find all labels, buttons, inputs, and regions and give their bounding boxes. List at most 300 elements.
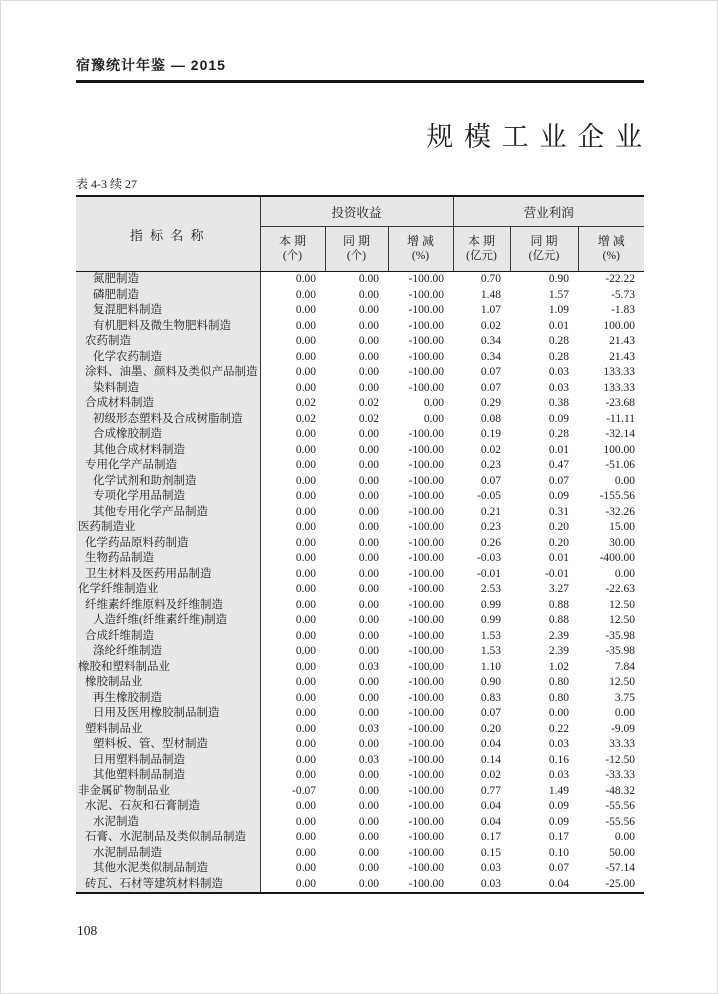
value-cell: 0.00 [358, 676, 379, 688]
value-cell: 0.02 [358, 397, 379, 409]
table-row [76, 303, 644, 319]
value-cell: 0.28 [548, 350, 570, 363]
value-cell: 0.07 [480, 366, 502, 378]
value-cell: 0.07 [480, 707, 502, 719]
value-cell: 0.38 [548, 397, 570, 409]
indicator-cell: 化学药品原料药制造 [76, 536, 260, 552]
indicator-cell: 水泥制品制造 [76, 846, 260, 862]
value-cell: 0.00 [358, 443, 379, 456]
value-cell: -23.68 [605, 397, 636, 409]
value-cell: 0.00 [295, 319, 316, 332]
value-cell: 0.00 [295, 676, 316, 688]
table-row [76, 644, 644, 660]
value-cell: 0.00 [295, 629, 316, 642]
value-cell: -100.00 [408, 505, 445, 518]
indicator-cell: 其他合成材料制造 [76, 443, 260, 459]
value-cell: 0.00 [295, 273, 316, 285]
value-cell: 0.09 [548, 490, 570, 502]
value-cell: 0.00 [358, 629, 379, 642]
value-cell: 0.02 [295, 397, 316, 409]
value-cell: -0.01 [477, 567, 502, 580]
value-cell: 0.00 [358, 273, 379, 285]
value-cell: 0.34 [480, 335, 502, 347]
indicator-cell: 医药制造业 [76, 520, 260, 536]
value-cell: 0.02 [295, 412, 316, 425]
value-cell: -5.73 [611, 288, 636, 301]
value-cell: 0.00 [358, 877, 379, 890]
indicator-cell: 氮肥制造 [76, 272, 260, 288]
value-cell: -55.56 [605, 815, 636, 828]
value-cell: -100.00 [408, 288, 445, 301]
indicator-cell: 专项化学用品制造 [76, 489, 260, 505]
value-cell: 0.20 [548, 521, 570, 533]
value-cell: -100.00 [408, 815, 445, 828]
table-row [76, 598, 644, 614]
header-rule [76, 80, 644, 83]
value-cell: 0.04 [548, 877, 570, 890]
value-cell: 0.00 [295, 707, 316, 719]
table-row [76, 365, 644, 381]
table-row [76, 582, 644, 598]
group-header-investment-income: 投资收益 [260, 196, 453, 227]
indicator-cell: 磷肥制造 [76, 288, 260, 304]
col-header-line2: (亿元) [466, 250, 497, 262]
indicator-cell: 纤维素纤维原料及纤维制造 [76, 598, 260, 614]
value-cell: -100.00 [408, 598, 445, 611]
col-header-current-profit [453, 227, 510, 272]
table-row [76, 536, 644, 552]
indicator-cell: 塑料板、管、型材制造 [76, 737, 260, 753]
value-cell: 0.00 [358, 521, 379, 533]
table-row [76, 768, 644, 784]
indicator-cell: 化学纤维制造业 [76, 582, 260, 598]
indicator-cell: 其他塑料制品制造 [76, 768, 260, 784]
page-title: 规 模 工 业 企 业 [426, 122, 644, 152]
value-cell: 0.20 [548, 536, 570, 549]
indicator-cell: 人造纤维(纤维素纤维)制造 [76, 613, 260, 629]
value-cell: -100.00 [408, 660, 445, 673]
value-cell: -1.83 [611, 304, 636, 316]
value-cell: 0.01 [548, 443, 570, 456]
value-cell: 2.39 [548, 645, 570, 657]
value-cell: 0.88 [548, 598, 570, 611]
table-row [76, 427, 644, 443]
value-cell: 0.02 [358, 412, 379, 425]
value-cell: 1.48 [480, 288, 502, 301]
value-cell: -32.14 [605, 428, 636, 440]
value-cell: 0.00 [358, 366, 379, 378]
value-cell: 0.02 [480, 769, 502, 781]
table-row [76, 753, 644, 769]
indicator-cell: 砖瓦、石材等建筑材料制造 [76, 877, 260, 894]
value-cell: -100.00 [408, 707, 445, 719]
value-cell: 0.00 [358, 707, 379, 719]
value-cell: 12.50 [609, 676, 636, 688]
table-row [76, 784, 644, 800]
value-cell: 0.00 [423, 397, 445, 409]
table-header [76, 196, 644, 272]
value-cell: 0.04 [480, 800, 502, 812]
value-cell: 21.43 [609, 335, 636, 347]
indicator-cell: 化学农药制造 [76, 350, 260, 366]
col-header-change-pct-income [388, 227, 453, 272]
value-cell: 0.70 [480, 273, 502, 285]
value-cell: 0.00 [358, 505, 379, 518]
table-row [76, 567, 644, 583]
value-cell: 0.00 [614, 707, 636, 719]
value-cell: -100.00 [408, 552, 445, 564]
value-cell: 0.23 [480, 459, 502, 471]
value-cell: 12.50 [609, 598, 636, 611]
value-cell: 0.10 [548, 846, 570, 859]
value-cell: 0.29 [480, 397, 502, 409]
value-cell: 2.53 [480, 583, 502, 595]
table-row [76, 443, 644, 459]
value-cell: 0.00 [358, 288, 379, 301]
col-header-line1: 本 期 [278, 234, 306, 248]
value-cell: 0.03 [548, 381, 570, 394]
value-cell: 0.99 [480, 614, 502, 626]
value-cell: -0.05 [477, 490, 502, 502]
indicator-cell: 再生橡胶制造 [76, 691, 260, 707]
value-cell: 0.03 [480, 877, 502, 890]
table-row [76, 675, 644, 691]
value-cell: 0.00 [295, 381, 316, 394]
value-cell: 30.00 [609, 536, 636, 549]
value-cell: 0.31 [548, 505, 570, 518]
value-cell: 0.09 [548, 815, 570, 828]
value-cell: -100.00 [408, 769, 445, 781]
indicator-cell: 其他水泥类似制品制造 [76, 861, 260, 877]
value-cell: -0.03 [477, 552, 502, 564]
table-row [76, 691, 644, 707]
value-cell: 133.33 [603, 366, 636, 378]
value-cell: 0.00 [295, 645, 316, 657]
value-cell: 0.09 [548, 412, 570, 425]
value-cell: 0.00 [358, 428, 379, 440]
value-cell: 0.47 [548, 459, 570, 471]
value-cell: 0.00 [614, 567, 636, 580]
value-cell: 0.00 [358, 567, 379, 580]
col-header-line1: 同 期 [342, 234, 370, 248]
value-cell: 0.00 [295, 505, 316, 518]
value-cell: 1.09 [548, 304, 570, 316]
table-row [76, 272, 644, 288]
indicator-cell: 合成纤维制造 [76, 629, 260, 645]
col-header-prior-profit [510, 227, 578, 272]
value-cell: -100.00 [408, 474, 445, 487]
value-cell: 0.00 [295, 428, 316, 440]
value-cell: 0.00 [358, 614, 379, 626]
value-cell: 0.00 [295, 738, 316, 750]
value-cell: 0.00 [295, 350, 316, 363]
indicator-cell: 涤纶纤维制造 [76, 644, 260, 660]
value-cell: -100.00 [408, 459, 445, 471]
group-header-row [76, 196, 644, 227]
value-cell: -100.00 [408, 676, 445, 688]
value-cell: 0.01 [548, 552, 570, 564]
value-cell: 0.00 [548, 707, 570, 719]
value-cell: 0.21 [480, 505, 502, 518]
indicator-cell: 橡胶制品业 [76, 675, 260, 691]
indicator-cell: 涂料、油墨、颜料及类似产品制造 [76, 365, 260, 381]
value-cell: 0.00 [423, 412, 445, 425]
value-cell: 0.80 [548, 676, 570, 688]
table-row [76, 520, 644, 536]
value-cell: 0.03 [548, 738, 570, 750]
table-row [76, 861, 644, 877]
value-cell: 0.00 [295, 443, 316, 456]
value-cell: 7.84 [614, 660, 636, 673]
value-cell: -0.07 [292, 784, 316, 797]
indicator-cell: 日用及医用橡胶制品制造 [76, 706, 260, 722]
value-cell: -100.00 [408, 831, 445, 843]
table-row [76, 412, 644, 428]
indicator-cell: 生物药品制造 [76, 551, 260, 567]
value-cell: -11.11 [606, 412, 636, 425]
indicator-cell: 橡胶和塑料制品业 [76, 660, 260, 676]
value-cell: 0.00 [358, 304, 379, 316]
col-header-line1: 增 减 [407, 234, 435, 248]
table-row [76, 551, 644, 567]
value-cell: 0.03 [548, 366, 570, 378]
value-cell: 0.00 [358, 552, 379, 564]
indicator-cell: 农药制造 [76, 334, 260, 350]
indicator-cell: 石膏、水泥制品及类似制品制造 [76, 830, 260, 846]
value-cell: 0.00 [295, 722, 316, 735]
value-cell: 3.75 [614, 691, 636, 704]
value-cell: 0.23 [480, 521, 502, 533]
value-cell: 0.00 [295, 536, 316, 549]
indicator-cell: 初级形态塑料及合成树脂制造 [76, 412, 260, 428]
value-cell: 0.17 [480, 831, 502, 843]
col-header-line2: (%) [602, 250, 620, 262]
value-cell: 21.43 [609, 350, 636, 363]
value-cell: 0.00 [295, 691, 316, 704]
value-cell: 0.28 [548, 335, 570, 347]
value-cell: 33.33 [609, 738, 636, 750]
value-cell: 100.00 [603, 319, 636, 332]
table-row [76, 815, 644, 831]
table-row [76, 660, 644, 676]
indicator-cell: 日用塑料制品制造 [76, 753, 260, 769]
value-cell: 0.00 [358, 784, 379, 797]
value-cell: -100.00 [408, 614, 445, 626]
value-cell: -100.00 [408, 583, 445, 595]
value-cell: -100.00 [408, 784, 445, 797]
value-cell: -100.00 [408, 629, 445, 642]
value-cell: -100.00 [408, 273, 445, 285]
value-cell: -25.00 [605, 877, 636, 890]
table-row [76, 830, 644, 846]
value-cell: 0.07 [548, 862, 570, 874]
value-cell: 1.53 [480, 629, 502, 642]
value-cell: 0.00 [358, 335, 379, 347]
page-number: 108 [77, 923, 98, 938]
value-cell: 0.34 [480, 350, 502, 363]
value-cell: 0.00 [358, 800, 379, 812]
value-cell: -100.00 [408, 567, 445, 580]
value-cell: 0.00 [358, 738, 379, 750]
table-row [76, 381, 644, 397]
value-cell: 0.00 [358, 815, 379, 828]
table-row [76, 458, 644, 474]
indicator-cell: 化学试剂和助剂制造 [76, 474, 260, 490]
value-cell: 0.14 [480, 753, 502, 766]
value-cell: 0.00 [358, 583, 379, 595]
value-cell: -12.50 [605, 753, 636, 766]
value-cell: 0.00 [295, 304, 316, 316]
running-header: 宿豫统计年鉴 — 2015 [76, 57, 226, 73]
value-cell: 0.09 [548, 800, 570, 812]
value-cell: 0.08 [480, 412, 502, 425]
table-caption: 表 4-3 续 27 [76, 177, 137, 191]
value-cell: 0.00 [358, 474, 379, 487]
value-cell: 1.57 [548, 288, 570, 301]
value-cell: -51.06 [605, 459, 636, 471]
value-cell: -100.00 [408, 381, 445, 394]
table-row [76, 505, 644, 521]
value-cell: 0.00 [358, 459, 379, 471]
value-cell: -100.00 [408, 753, 445, 766]
value-cell: -33.33 [605, 769, 636, 781]
value-cell: 0.88 [548, 614, 570, 626]
indicator-cell: 塑料制品业 [76, 722, 260, 738]
value-cell: 0.04 [480, 815, 502, 828]
value-cell: 15.00 [609, 521, 636, 533]
value-cell: 0.00 [295, 288, 316, 301]
value-cell: 0.00 [295, 800, 316, 812]
group-header-operating-profit: 营业利润 [453, 196, 644, 227]
value-cell: -100.00 [408, 691, 445, 704]
value-cell: 0.90 [548, 273, 570, 285]
value-cell: 0.00 [358, 490, 379, 502]
table-row [76, 629, 644, 645]
value-cell: 50.00 [609, 846, 636, 859]
value-cell: 0.17 [548, 831, 570, 843]
value-cell: -100.00 [408, 536, 445, 549]
value-cell: -48.32 [605, 784, 636, 797]
table-body [76, 272, 644, 894]
value-cell: -100.00 [408, 304, 445, 316]
value-cell: 12.50 [609, 614, 636, 626]
value-cell: -100.00 [408, 490, 445, 502]
col-header-change-pct-profit [578, 227, 644, 272]
value-cell: -100.00 [408, 335, 445, 347]
value-cell: 0.00 [358, 862, 379, 874]
value-cell: 0.00 [295, 862, 316, 874]
value-cell: -100.00 [408, 319, 445, 332]
value-cell: -0.01 [545, 567, 570, 580]
value-cell: 0.00 [358, 319, 379, 332]
value-cell: 0.00 [295, 521, 316, 533]
value-cell: -100.00 [408, 521, 445, 533]
value-cell: 1.53 [480, 645, 502, 657]
value-cell: 0.00 [295, 815, 316, 828]
table-row [76, 722, 644, 738]
table-row [76, 396, 644, 412]
value-cell: -100.00 [408, 738, 445, 750]
value-cell: -35.98 [605, 629, 636, 642]
value-cell: 0.00 [358, 381, 379, 394]
value-cell: 1.10 [480, 660, 502, 673]
value-cell: -100.00 [408, 350, 445, 363]
value-cell: 0.28 [548, 428, 570, 440]
value-cell: -57.14 [605, 862, 636, 874]
value-cell: 1.02 [548, 660, 570, 673]
value-cell: -100.00 [408, 443, 445, 456]
table-row [76, 737, 644, 753]
indicator-cell: 有机肥料及微生物肥料制造 [76, 319, 260, 335]
value-cell: 3.27 [548, 583, 570, 595]
value-cell: 0.19 [480, 428, 502, 440]
col-header-line1: 增 减 [597, 234, 625, 248]
value-cell: -100.00 [408, 366, 445, 378]
value-cell: 0.00 [358, 350, 379, 363]
value-cell: 0.00 [295, 474, 316, 487]
indicator-header-cell: 指 标 名 称 [76, 196, 260, 272]
value-cell: -155.56 [599, 490, 636, 502]
value-cell: 0.02 [480, 319, 502, 332]
value-cell: -22.22 [605, 273, 636, 285]
value-cell: -100.00 [408, 645, 445, 657]
value-cell: 2.39 [548, 629, 570, 642]
value-cell: 0.00 [295, 598, 316, 611]
table-row [76, 706, 644, 722]
value-cell: 0.00 [295, 583, 316, 595]
value-cell: 0.00 [295, 459, 316, 471]
value-cell: 0.00 [358, 769, 379, 781]
value-cell: 0.00 [614, 831, 636, 843]
indicator-cell: 水泥、石灰和石膏制造 [76, 799, 260, 815]
table-row [76, 489, 644, 505]
value-cell: 0.04 [480, 738, 502, 750]
value-cell: 0.00 [295, 490, 316, 502]
value-cell: 0.15 [480, 846, 502, 859]
table-row [76, 350, 644, 366]
table-row [76, 319, 644, 335]
value-cell: 0.22 [548, 722, 570, 735]
value-cell: 0.03 [358, 660, 379, 673]
value-cell: -100.00 [408, 862, 445, 874]
value-cell: 0.00 [295, 614, 316, 626]
value-cell: 0.00 [295, 660, 316, 673]
value-cell: 0.83 [480, 691, 502, 704]
indicator-cell: 专用化学产品制造 [76, 458, 260, 474]
value-cell: 0.00 [295, 366, 316, 378]
value-cell: 0.00 [358, 645, 379, 657]
value-cell: 0.03 [358, 753, 379, 766]
value-cell: 0.00 [358, 536, 379, 549]
value-cell: 0.00 [358, 691, 379, 704]
value-cell: -400.00 [599, 552, 636, 564]
value-cell: 0.07 [480, 381, 502, 394]
value-cell: 0.00 [358, 598, 379, 611]
indicator-cell: 合成橡胶制造 [76, 427, 260, 443]
indicator-cell: 复混肥料制造 [76, 303, 260, 319]
value-cell: 1.07 [480, 304, 502, 316]
value-cell: 0.01 [548, 319, 570, 332]
value-cell: 0.00 [295, 831, 316, 843]
value-cell: 0.00 [295, 567, 316, 580]
col-header-line2: (亿元) [528, 250, 560, 262]
value-cell: 0.00 [295, 552, 316, 564]
indicator-cell: 合成材料制造 [76, 396, 260, 412]
value-cell: 0.03 [358, 722, 379, 735]
col-header-line1: 同 期 [530, 234, 558, 248]
indicator-cell: 非金属矿物制品业 [76, 784, 260, 800]
value-cell: 0.07 [480, 474, 502, 487]
